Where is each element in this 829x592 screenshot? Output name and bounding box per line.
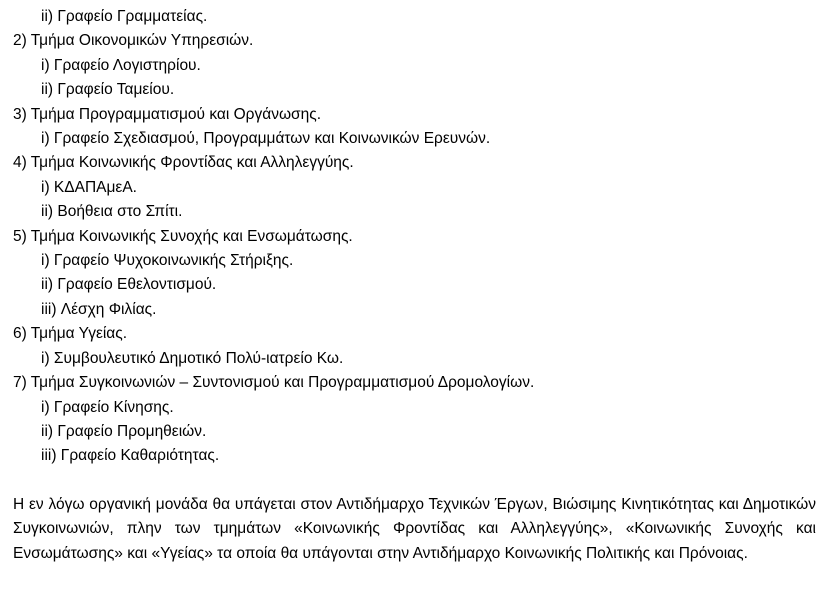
document-body bbox=[13, 5, 816, 566]
list-item: i) ΚΔΑΠΑμεΑ. bbox=[41, 178, 137, 196]
list-item: ii) Γραφείο Ταμείου. bbox=[41, 81, 175, 99]
list-item: ii) Γραφείο Εθελοντισμού. bbox=[41, 276, 217, 294]
list-item: 3) Τμήμα Προγραμματισμού και Οργάνωσης. bbox=[13, 105, 322, 123]
list-item: ii) Γραφείο Προμηθειών. bbox=[41, 422, 207, 440]
list-item: i) Συμβουλευτικό Δημοτικό Πολύ-ιατρείο Κω. bbox=[41, 349, 344, 367]
list-item: 2) Τμήμα Οικονομικών Υπηρεσιών. bbox=[13, 32, 254, 50]
spacer bbox=[13, 469, 816, 493]
list-item: i) Γραφείο Ψυχοκοινωνικής Στήριξης. bbox=[41, 252, 294, 270]
list-item: i) Γραφείο Σχεδιασμού, Προγραμμάτων και Κοινωνικών Ερευνών. bbox=[41, 130, 491, 148]
list-item: 7) Τμήμα Συγκοινωνιών – Συντονισμού και Προγραμματισμού Δρομολογίων. bbox=[13, 374, 535, 392]
list-item: iii) Γραφείο Καθαριότητας. bbox=[41, 447, 220, 465]
list-item: ii) Γραφείο Γραμματείας. bbox=[41, 8, 208, 25]
department-list bbox=[13, 5, 816, 469]
list-item: 4) Τμήμα Κοινωνικής Φροντίδας και Αλληλεγγύης. bbox=[13, 154, 354, 172]
list-item: 5) Τμήμα Κοινωνικής Συνοχής και Ενσωμάτωσης. bbox=[13, 227, 353, 245]
list-item: 6) Τμήμα Υγείας. bbox=[13, 325, 128, 343]
list-item: iii) Λέσχη Φιλίας. bbox=[41, 300, 157, 318]
list-item: i) Γραφείο Κίνησης. bbox=[41, 398, 174, 416]
body-paragraph: Η εν λόγω οργανική μονάδα θα υπάγεται στον Αντιδήμαρχο Τεχνικών Έργων, Βιώσιμης Κινητικότητας και Δημοτικών Συγκοινωνιών, πλην των τμημάτων «Κοινωνικής Φροντίδας και Αλληλεγγύης», «Κοινωνικής Συνοχής και Ενσωμάτωσης» και «Υγείας» τα οποία θα υπάγονται στην Αντιδήμαρχο Κοινωνικής Πολιτικής και Πρόνοιας. bbox=[13, 495, 816, 562]
list-item: i) Γραφείο Λογιστηρίου. bbox=[41, 56, 201, 74]
list-item: ii) Βοήθεια στο Σπίτι. bbox=[41, 203, 183, 221]
